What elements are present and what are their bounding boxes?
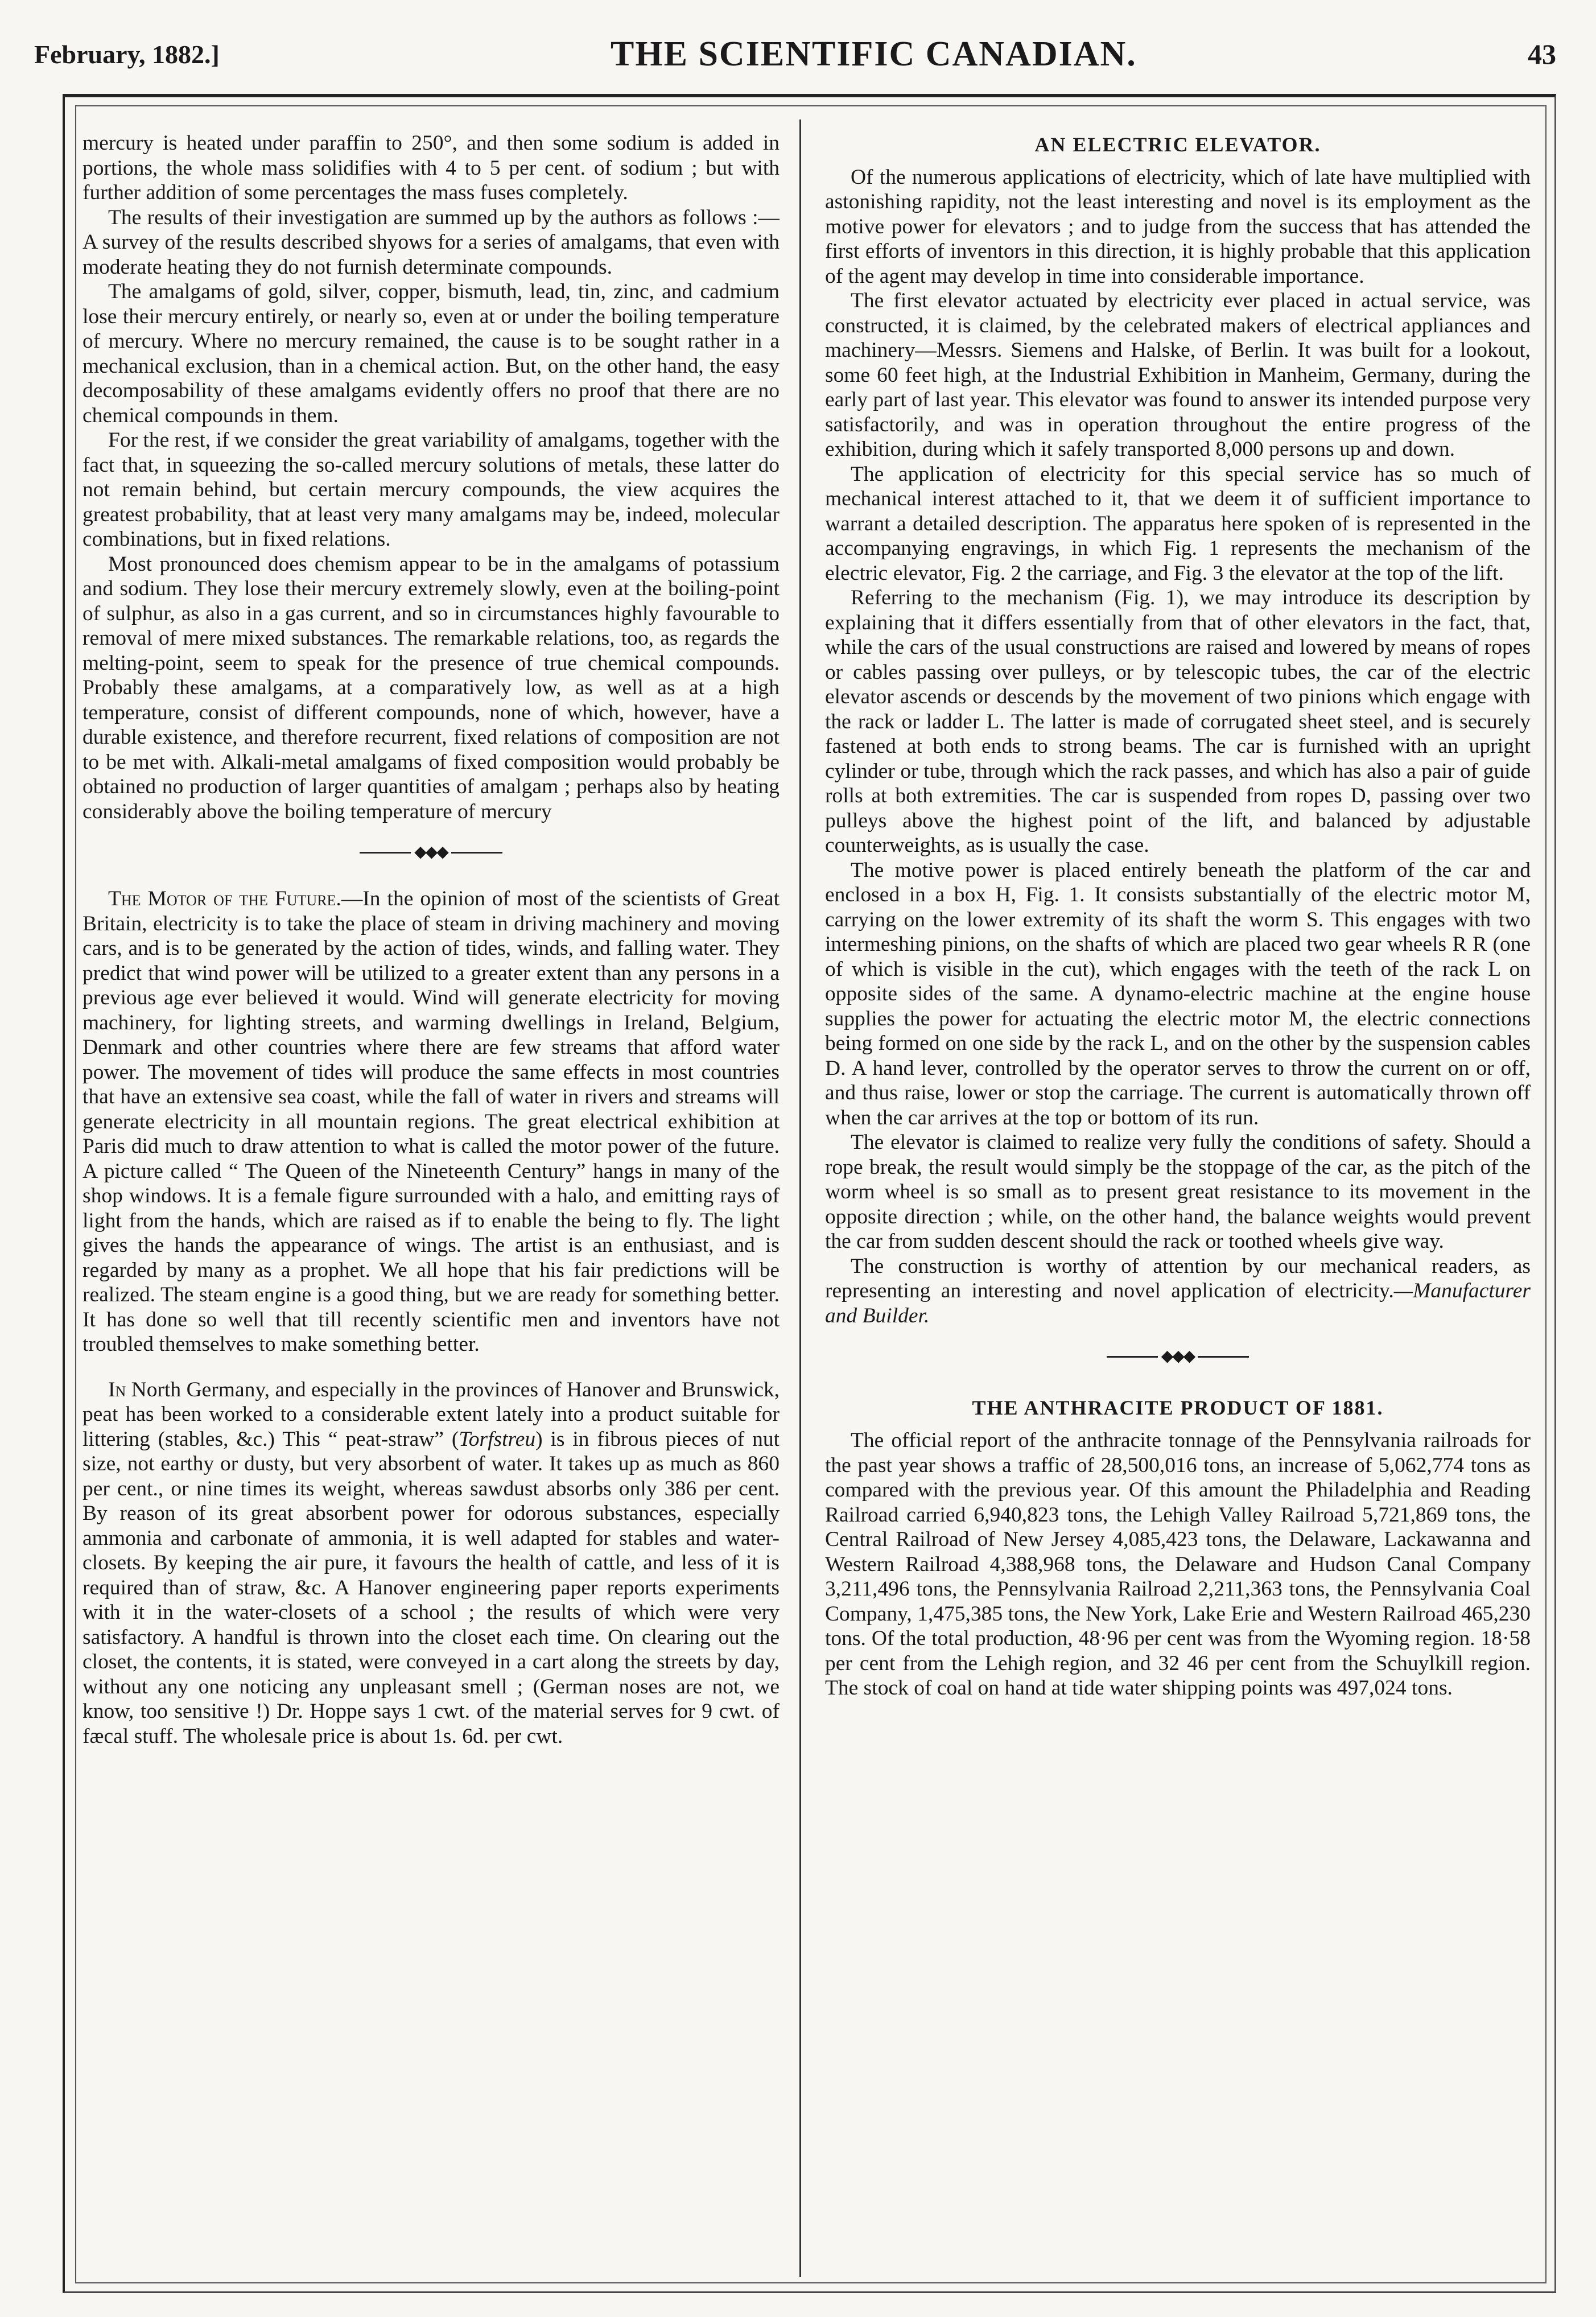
- motor-article-text: —In the opinion of most of the scientists of Great Britain, electricity is to take the place of steam in driving machinery and moving cars, and is to be generated by the action of tides, winds, and falling water. They predict that wind power will be utilized to a greater extent than any persons in a previous age ever believed it would. Wind will generate electricity for moving machinery, for lighting streets, and warming dwellings in Ireland, Belgium, Denmark and other countries where there are few streams that afford water power. The movement of tides will produce the same effects in most countries that have an extensive sea coast, while the fall of water in rivers and streams will generate electricity in all mountain regions. The great electrical exhibition at Paris did much to draw attention to what is called the motor power of the future. A picture called “ The Queen of the Nineteenth Century” hangs in many of the shop windows. It is a female figure surrounded with a halo, and emitting rays of light from the hands, which are raised as if to enable the being to fly. The light gives the hands the appearance of wings. The artist is an enthusiast, and is regarded by many as a prophet. We all hope that his fair predictions will be realized. The steam engine is a good thing, but we are ready for something better. It has done so well that till recently scientific men and inventors have not troubled themselves to make something better.: [83, 887, 780, 1356]
- peat-article-text: North Germany, and especially in the provinces of Hanover and Brunswick, peat has been worked to a considerable extent lately into a product suitable for littering (stables, &c.) This “ peat-straw” (: [83, 1378, 780, 1451]
- peat-article: [83, 1378, 780, 1749]
- peat-article-text-cont: ) is in fibrous pieces of nut size, not earthy or dusty, but very absorbent of water. It takes up as much as 860 per cent., or nine times its weight, whereas sawdust absorbs only 386 per cent. By reason of its great absorbent power for odorous substances, especially ammonia and carbonate of ammonia, it is well adapted for stables and water-closets. By keeping the air pure, it favours the health of cattle, and less of it is required than of straw, &c. A Hanover engineering paper reports experiments with it in the water-closets of a school ; the results of which were very satisfactory. A handful is thrown into the closet each time. On clearing out the closet, the contents, it is stated, were conveyed in a cart along the streets by day, without any one noticing any unpleasant smell ; (German noses are not, we know, too sensitive !) Dr. Hoppe says 1 cwt. of the material serves for 9 cwt. of fæcal stuff. The wholesale price is about 1s. 6d. per cwt.: [83, 1427, 780, 1748]
- amalgam-paragraph: mercury is heated under paraffin to 250°, and then some sodium is added in portions, the whole mass solidifies with 4 to 5 per cent. of sodium ; but with further addition of some percentages the mass fuses completely.: [83, 131, 780, 204]
- section-divider: [825, 1339, 1531, 1374]
- amalgam-paragraph: Most pronounced does chemism appear to be in the amalgams of potassium and sodium. They lose their mercury extremely slowly, even at the boiling-point of sulphur, as also in a gas current, and so in circumstances highly favourable to removal of mere mixed substances. The remarkable relations, too, as regards the melting-point, seem to speak for the presence of true chemical compounds. Probably these amalgams, at a comparatively low, as well as at a high temperature, consist of different compounds, none of which, however, have a durable existence, and therefore recurrent, fixed relations of composition are not to be met with. Alkali-metal amalgams of fixed composition would probably be obtained no production of larger quantities of amalgam ; perhaps also by heating considerably above the boiling temperature of mercury: [83, 552, 780, 823]
- elevator-paragraph: Referring to the mechanism (Fig. 1), we may introduce its description by explaining that it differs essentially from that of other elevators in the fact, that, while the cars of the usual constructions are raised and lowered by means of ropes or cables passing over pulleys, or by telescopic tubes, the car of the electric elevator ascends or descends by the movement of two pinions which engage with the rack or ladder L. The latter is made of corrugated sheet steel, and is securely fastened at both ends to strong beams. The car is furnished with an upright cylinder or tube, through which the rack passes, and which has also a pair of guide rolls at both extremities. The car is suspended from ropes D, passing over two pulleys above the highest point of the lift, and balanced by adjustable counterweights, as is usually the case.: [825, 586, 1531, 857]
- anthracite-heading: THE ANTHRACITE PRODUCT OF 1881.: [972, 1396, 1384, 1420]
- anthracite-paragraph: The official report of the anthracite tonnage of the Pennsylvania railroads for the past year shows a traffic of 28,500,016 tons, an increase of 5,062,774 tons as compared with the previous year. Of this amount the Philadelphia and Reading Railroad carried 6,940,823 tons, the Lehigh Valley Railroad 5,721,869 tons, the Central Railroad of New Jersey 4,085,423 tons, the Delaware, Lackawanna and Western Railroad 4,388,968 tons, the Delaware and Hudson Canal Company 3,211,496 tons, the Pennsylvania Railroad 2,211,363 tons, the Pennsylvania Coal Company, 1,475,385 tons, the New York, Lake Erie and Western Railroad 465,230 tons. Of the total production, 48·96 per cent was from the Wyoming region. 18·58 per cent from the Lehigh region, and 32 46 per cent from the Schuylkill region. The stock of coal on hand at tide water shipping points was 497,024 tons.: [825, 1429, 1531, 1700]
- divider-ornament: ◆◆◆: [414, 843, 448, 861]
- amalgam-paragraph: The amalgams of gold, silver, copper, bismuth, lead, tin, zinc, and cadmium lose their mercury entirely, or nearly so, even at or under the boiling temperature of mercury. Where no mercury remained, the cause is to be sought rather in a mechanical exclusion, than in a chemical action. But, on the other hand, the easy decomposability of these amalgams evidently offers no proof that there are no chemical compounds in them.: [83, 280, 780, 427]
- column-rule: [799, 119, 801, 2277]
- elevator-paragraph: The motive power is placed entirely beneath the platform of the car and enclosed in a box H, Fig. 1. It consists substantially of the electric motor M, carrying on the lower extremity of its shaft the worm S. This engages with two intermeshing pinions, on the shafts of which are placed two gear wheels R R (one of which is visible in the cut), which engages with the teeth of the rack L on opposite sides of the same. A dynamo-electric machine at the engine house supplies the power for actuating the electric motor M, the electric connections being formed on one side by the rack L, and on the other by the suspension cables D. A hand lever, controlled by the operator serves to throw the current on or off, and thus raise, lower or stop the carriage. The current is automatically thrown off when the car arrives at the top or bottom of its run.: [825, 858, 1531, 1129]
- amalgam-paragraph: For the rest, if we consider the great variability of amalgams, together with the fact that, in squeezing the so-called mercury solutions of metals, these latter do not remain behind, but certain mercury compounds, the view acquires the greatest probability, that at least very many amalgams may be, indeed, molecular combinations, but in fixed relations.: [83, 428, 780, 551]
- divider-rule: [451, 852, 502, 854]
- divider-rule: [1198, 1356, 1249, 1358]
- elevator-paragraph: The application of electricity for this special service has so much of mechanical interest attached to it, that we deem it of sufficient importance to warrant a detailed description. The apparatus here spoken of is represented in the accompanying engravings, in which Fig. 1 represents the mechanism of the electric elevator, Fig. 2 the carriage, and Fig. 3 the elevator at the top of the lift.: [825, 462, 1531, 585]
- right-column: [825, 131, 1531, 2271]
- elevator-paragraph: The elevator is claimed to realize very fully the conditions of safety. Should a rope break, the result would simply be the stoppage of the car, as the pitch of the worm wheel is so small as to present great resistance to its movement in the opposite direction ; while, on the other hand, the balance weights would prevent the car from sudden descent should the rack or toothed wheels give way.: [825, 1131, 1531, 1254]
- peat-article-lead: In: [108, 1378, 126, 1401]
- publication-title: THE SCIENTIFIC CANADIAN.: [611, 34, 1137, 73]
- elevator-heading: AN ELECTRIC ELEVATOR.: [1034, 133, 1321, 156]
- peat-article-term: Torfstreu: [459, 1427, 536, 1451]
- divider-rule: [1107, 1356, 1158, 1358]
- running-head: [34, 28, 1556, 80]
- issue-date: February, 1882.]: [34, 39, 220, 69]
- elevator-paragraph: Of the numerous applications of electricity, which of late have multiplied with astonishing rapidity, not the least interesting and novel is its employment as the motive power for elevators ; and to judge from the success that has attended the first efforts of inventors in this direction, it is highly probable that this application of the agent may develop in time into considerable importance.: [825, 165, 1531, 288]
- elevator-closing: [825, 1254, 1531, 1329]
- elevator-source: —Manufacturer and Builder.: [825, 1279, 1531, 1327]
- divider-ornament: ◆◆◆: [1161, 1347, 1195, 1366]
- section-divider: [83, 835, 780, 869]
- elevator-paragraph: The first elevator actuated by electricity ever placed in actual service, was constructed, it is claimed, by the celebrated makers of electrical appliances and machinery—Messrs. Siemens and Halske, of Berlin. It was built for a lookout, some 60 feet high, at the Industrial Exhibition in Manheim, Germany, during the early part of last year. This elevator was found to answer its intended purpose very satisfactorily, and was in operation throughout the entire progress of the exhibition, during which it safely transported 8,000 persons up and down.: [825, 289, 1531, 461]
- divider-rule: [360, 852, 411, 854]
- page-number: 43: [1527, 38, 1556, 70]
- motor-article: [83, 887, 780, 1357]
- amalgam-paragraph: The results of their investigation are summed up by the authors as follows :—A survey of the results described shyows for a series of amalgams, that even with moderate heating they do not furnish determinate compounds.: [83, 205, 780, 279]
- motor-article-lead: The Motor of the Future.: [108, 887, 341, 910]
- elevator-closing-text: The construction is worthy of attention by our mechanical readers, as representing an interesting and novel application of electricity.: [825, 1254, 1531, 1303]
- left-column: [83, 131, 780, 2271]
